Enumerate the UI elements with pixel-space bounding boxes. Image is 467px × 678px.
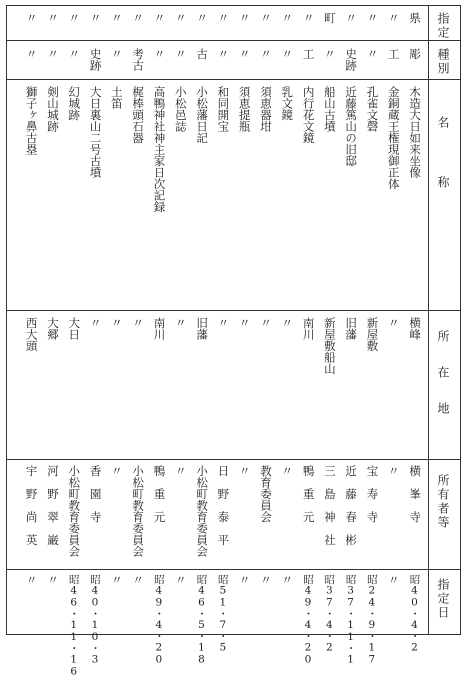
cell-type: 〃: [45, 48, 60, 60]
cell-location: 〃: [216, 317, 231, 329]
cell-location: 旧藩: [344, 317, 359, 340]
cell-location: 横峰: [408, 317, 423, 340]
cell-designation: 〃: [344, 12, 359, 24]
cell-owner: 三 島 神 社: [322, 465, 337, 546]
cell-owner: 小松町教育委員会: [67, 465, 82, 557]
cell-date: 昭40・4・2: [408, 574, 421, 654]
cell-name: 高鴨神社神主家日次記録: [152, 86, 167, 213]
cell-designation: 〃: [152, 12, 167, 24]
cell-name: 和同開宝: [216, 86, 231, 132]
cell-location: 旧藩: [195, 317, 210, 340]
cell-owner: 〃: [237, 465, 252, 477]
cell-owner: 〃: [386, 465, 401, 477]
cell-type: 〃: [237, 48, 252, 60]
cell-name: 内行花文鏡: [301, 86, 316, 144]
cell-name: 船山古墳: [322, 86, 337, 132]
cell-owner: 日 野 泰 平: [216, 465, 231, 546]
cell-designation: 〃: [216, 12, 231, 24]
cell-owner: 横 峯 寺: [408, 465, 423, 523]
header-date: 指定日: [436, 578, 450, 620]
cell-date: 昭40・10・3: [89, 574, 101, 666]
cell-date: 昭24・9・17: [365, 574, 378, 666]
cell-date: 昭46・11・16: [67, 574, 80, 678]
cell-name: 小松藩日記: [195, 86, 210, 144]
cell-owner: 香 園 寺: [88, 465, 103, 523]
cell-location: 〃: [173, 317, 188, 329]
cell-location: 南川: [301, 317, 316, 340]
row-divider: [7, 569, 460, 570]
cell-type: 〃: [216, 48, 231, 60]
cell-type: 考古: [131, 48, 146, 71]
cell-owner: 〃: [280, 465, 295, 477]
cell-designation: 〃: [280, 12, 295, 24]
cell-name: 金銅蔵王権現御正体: [386, 86, 401, 190]
header-divider: [428, 6, 429, 634]
cell-designation: 〃: [24, 12, 39, 24]
cell-name: 須恵器坩: [258, 86, 273, 132]
cell-name: 小松邑誌: [173, 86, 188, 132]
row-divider: [7, 310, 460, 311]
cell-name: 近藤篤山の旧邸: [344, 86, 359, 167]
cell-owner: 鴨 重 元: [301, 465, 316, 523]
cell-type: 〃: [24, 48, 39, 60]
cell-date: 〃: [45, 574, 60, 586]
header-designation: 指定: [436, 12, 450, 40]
cell-owner: 小松町教育委員会: [195, 465, 210, 557]
cell-owner: 〃: [173, 465, 188, 477]
cell-owner: 河 野 翠 巌: [45, 465, 60, 546]
cell-location: 〃: [109, 317, 124, 329]
cell-owner: 宝 寿 寺: [365, 465, 380, 523]
cell-date: 昭46・5・18: [195, 574, 208, 666]
cell-designation: 〃: [109, 12, 124, 24]
cell-type: 〃: [322, 48, 337, 60]
cell-date: 〃: [173, 574, 188, 586]
cell-location: 〃: [386, 317, 401, 329]
cell-name: 大日裏山二号古墳: [88, 86, 103, 178]
cell-name: 獅子ヶ鼻古塁: [24, 86, 39, 155]
cell-date: 〃: [131, 574, 146, 586]
cell-designation: 〃: [131, 12, 146, 24]
cell-owner: 近 藤 春 彬: [344, 465, 359, 546]
cell-name: 土笛: [109, 86, 124, 109]
cell-type: 〃: [109, 48, 124, 60]
cell-location: 新屋敷船山: [322, 317, 337, 375]
cell-location: 西大頭: [24, 317, 39, 352]
cell-location: 新屋敷: [365, 317, 380, 352]
cell-date: 〃: [280, 574, 295, 586]
cell-date: 〃: [237, 574, 252, 586]
header-name: 名 称: [436, 116, 450, 188]
cell-date: 〃: [258, 574, 273, 586]
cell-type: 工: [301, 48, 316, 60]
cell-designation: 〃: [258, 12, 273, 24]
cell-date: 昭51・7・5: [216, 574, 229, 654]
cell-designation: 〃: [301, 12, 316, 24]
cell-type: 〃: [152, 48, 167, 60]
cell-type: 史跡: [88, 48, 103, 71]
cell-date: 昭37・4・2: [323, 574, 336, 654]
cell-location: 南川: [152, 317, 167, 340]
cell-designation: 〃: [45, 12, 60, 24]
cell-owner: 鴨 重 元: [152, 465, 167, 523]
cell-designation: 町: [322, 12, 337, 24]
header-owner: 所有者等: [436, 474, 450, 530]
cell-designation: 〃: [237, 12, 252, 24]
cell-owner: 宇 野 尚 英: [24, 465, 39, 546]
cell-type: 〃: [67, 48, 82, 60]
cell-type: 彫: [408, 48, 423, 60]
heritage-table: [6, 5, 461, 678]
cell-date: 昭49・4・20: [152, 574, 165, 666]
cell-owner: 〃: [109, 465, 124, 477]
cell-location: 大郷: [45, 317, 60, 340]
cell-designation: 〃: [88, 12, 103, 24]
cell-type: 古: [195, 48, 210, 60]
cell-owner: 教育委員会: [258, 465, 273, 523]
cell-designation: 県: [408, 12, 423, 24]
cell-location: 〃: [237, 317, 252, 329]
cell-designation: 〃: [173, 12, 188, 24]
cell-designation: 〃: [195, 12, 210, 24]
cell-date: 〃: [386, 574, 401, 586]
cell-date: 昭37・11・1: [344, 574, 357, 666]
row-divider: [7, 40, 460, 41]
cell-name: 須恵提瓶: [237, 86, 252, 132]
cell-designation: 〃: [67, 12, 82, 24]
cell-name: 乳文鏡: [280, 86, 295, 121]
cell-location: 〃: [258, 317, 273, 329]
cell-location: 〃: [131, 317, 146, 329]
cell-name: 剣山城跡: [45, 86, 60, 132]
cell-owner: 小松町教育委員会: [131, 465, 146, 557]
row-divider: [7, 79, 460, 80]
cell-designation: 〃: [365, 12, 380, 24]
header-location: 所 在 地: [436, 330, 450, 414]
cell-date: 〃: [24, 574, 39, 586]
cell-type: 〃: [173, 48, 188, 60]
cell-location: 〃: [88, 317, 103, 329]
cell-location: 〃: [280, 317, 295, 329]
cell-date: 昭49・4・20: [302, 574, 314, 666]
cell-type: 〃: [365, 48, 380, 60]
cell-type: 〃: [280, 48, 295, 60]
cell-name: 孔雀文磬: [365, 86, 380, 132]
header-type: 種別: [436, 48, 450, 76]
cell-type: 工: [386, 48, 401, 60]
cell-name: 幻城跡: [67, 86, 82, 121]
cell-designation: 〃: [386, 12, 401, 24]
row-divider: [7, 459, 460, 460]
cell-name: 木造大日如来坐像: [408, 86, 423, 178]
cell-location: 大日: [67, 317, 82, 340]
cell-type: 〃: [258, 48, 273, 60]
cell-date: 〃: [109, 574, 124, 586]
cell-type: 史跡: [344, 48, 359, 71]
cell-name: 梶棒頭石器: [131, 86, 146, 144]
